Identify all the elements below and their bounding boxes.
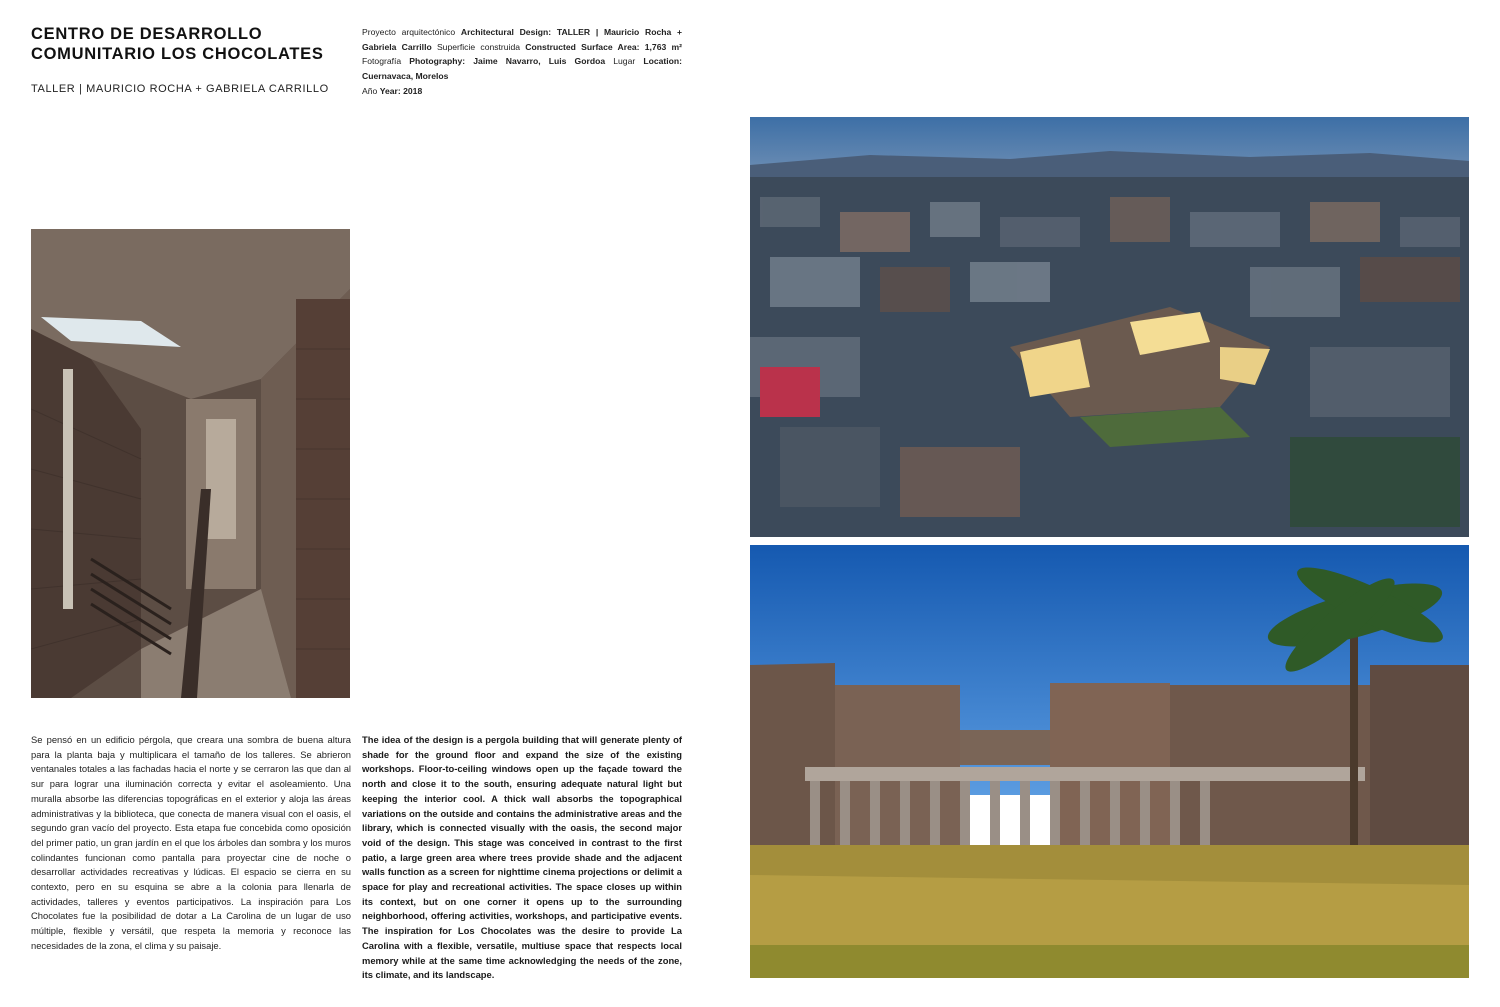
credit-location-label-es: Lugar xyxy=(613,56,636,67)
credit-design-value: TALLER | Mauricio Rocha + Gabriela Carrillo xyxy=(362,27,683,52)
body-text-spanish: Se pensó en un edificio pérgola, que creara una sombra de buena altura para la planta baja y multiplicara el tamaño de los talleres. Se abrieron ventanales totales a las fachadas hacia el norte y se cerraron las que dan al sur para lograr una iluminación correcta y evitar el asoleamiento. Una muralla absorbe las diferencias topográficas en el exterior y aloja las áreas administrativas y la biblioteca, que conecta de manera visual con el oasis, el segundo gran vacío del proyecto. Esta etapa fue concebida como oposición del primer patio, un gran jardín en el que los árboles dan sombra y los muros colindantes funcionan como pantalla para proyectar cine de noche o desarrollar actividades recreativas y lúdicas. El espacio se cierra en su contexto, pero en su esquina se abre a la colonia para llenarla de actividades, talleres y eventos participativos. La inspiración para Los Chocolates fue la posibilidad de dotar a La Carolina de un lugar de uso múltiple, flexible y versátil, que respeta la memoria y reconoce las necesidades de la zona, el clima y su paisaje. xyxy=(31,734,351,951)
credit-area-label-es: Superficie construida xyxy=(436,41,521,52)
credit-design-label-en: Architectural Design: xyxy=(460,27,552,37)
credit-photo-value: Jaime Navarro, Luis Gordoa xyxy=(473,56,606,67)
page-title-line-1: CENTRO DE DESARROLLO xyxy=(31,25,263,43)
body-text-english: The idea of the design is a pergola building that will generate plenty of shade for the ground floor and expand the size of the existing workshops. Floor-to-ceiling windows open up the façade toward the north and close it to the south, ensuring adequate natural light but keeping the interior cool. A thick wall absorbs the topographical variations on the outside and contains the administrative areas and the library, which is connected visually with the oasis, the second major void of the design. This stage was conceived in contrast to the first patio, a large green area where trees provide shade and the adjacent walls function as a screen for nighttime cinema projections or delimit a space for play and recreational activities. The space closes up within its context, but on one corner it opens up to the surrounding neighborhood, offering activities, workshops, and participative events. The inspiration for Los Chocolates was the desire to provide La Carolina with a flexible, versatile, multiuse space that respects local memory while at the same time acknowledging the needs of the zone, its climate, and its landscape. xyxy=(362,734,682,981)
credit-photo-label-es: Fotografía xyxy=(362,56,402,67)
credit-year-label-en: Year: xyxy=(379,85,401,96)
aerial-dusk-photo xyxy=(750,117,1469,537)
page-title xyxy=(31,24,331,64)
credit-year-value: 2018 xyxy=(403,85,423,96)
credit-year-label-es: Año xyxy=(362,85,378,96)
credit-location-label-en: Location: xyxy=(643,56,683,67)
courtyard-daylight-photo xyxy=(750,545,1469,978)
page-title-line-2: COMUNITARIO LOS CHOCOLATES xyxy=(31,45,324,63)
interior-corridor-photo xyxy=(31,229,350,698)
authors-line: TALLER | MAURICIO ROCHA + GABRIELA CARRILLO xyxy=(31,83,329,95)
credit-location-value: Cuernavaca, Morelos xyxy=(362,71,449,82)
credit-design-label-es: Proyecto arquitectónico xyxy=(362,27,456,37)
credit-area-label-en: Constructed Surface Area: xyxy=(525,41,640,52)
credit-area-value: 1,763 m² xyxy=(644,41,682,52)
project-credits xyxy=(362,25,682,99)
credit-photo-label-en: Photography: xyxy=(409,56,466,67)
